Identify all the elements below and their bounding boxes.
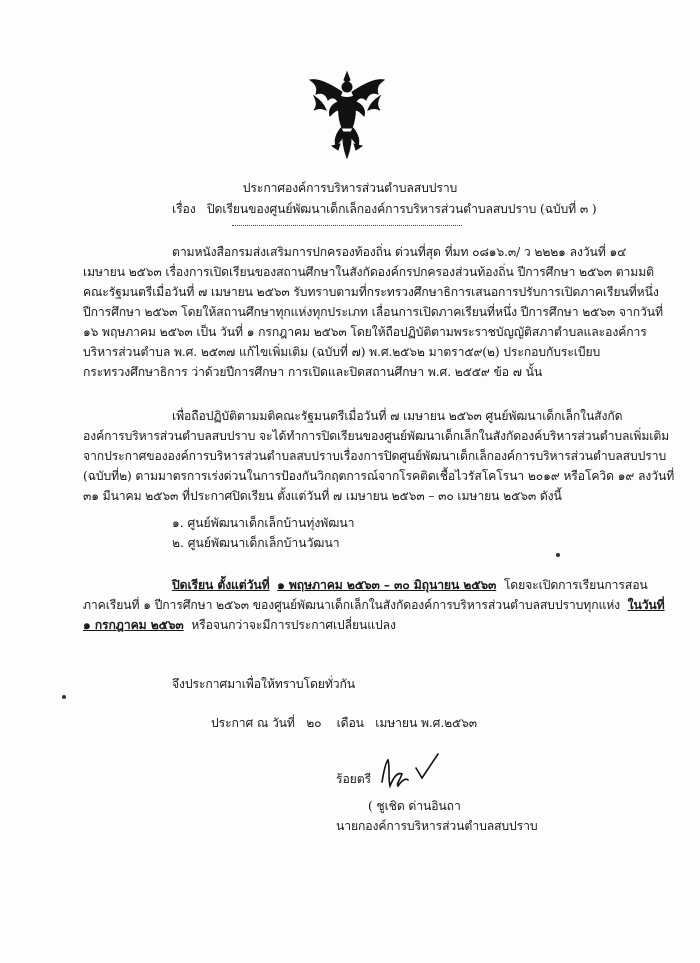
announced-month-year: เมษายน พ.ศ.๒๕๖๓ <box>375 716 478 730</box>
signatory-name: ( ชูเชิด ด่านอินถา <box>368 799 461 813</box>
paragraph2-line: ๓๑ มีนาคม ๒๕๖๓ ที่ประกาศปิดเรียน ตั้งแต่วันที่ ๗ เมษายน ๒๕๖๓ – ๓๐ เมษายน ๒๕๖๓ ดังนี้ <box>83 489 562 503</box>
paragraph2-line: (ฉบับที่๒) ตามมาตรการเร่งด่วนในการป้องกันวิกฤตการณ์จากโรคติดเชื้อไวรัสโคโรนา ๒๐๑๙ หรือโควิด ๑๙ ลงวันที่ <box>83 469 675 483</box>
reopen-date: ๑ กรกฎาคม ๒๕๖๓ <box>83 618 184 632</box>
paragraph1-line: ปีการศึกษา ๒๕๖๓ โดยให้สถานศึกษาทุกแห่งทุกประเภท เลื่อนการเปิดภาคเรียนที่หนึ่ง ปีการศึกษา ๒๕๖๓ จากวันที่ <box>83 305 663 319</box>
handwritten-signature <box>378 752 448 792</box>
reopen-date-rest: หรือจนกว่าจะมีการประกาศเปลี่ยนแปลง <box>191 618 396 632</box>
paragraph2-line: องค์การบริหารส่วนตำบลสบปราบ จะได้ทำการปิดเรียนของศูนย์พัฒนาเด็กเล็กในสังกัดองค์บริหารส่วนตำบลเพิ่มเติม <box>83 429 670 443</box>
scan-speck <box>556 553 560 557</box>
subject-label: เรื่อง <box>172 202 196 216</box>
paragraph2-line: จากประกาศขององค์การบริหารส่วนตำบลสบปราบเรื่องการปิดศูนย์พัฒนาเด็กเล็กองค์การบริหารส่วนตำบลสบปราบ <box>83 449 667 463</box>
closure-label: ปิดเรียน ตั้งแต่วันที่ <box>172 578 270 592</box>
month-label: เดือน <box>336 716 364 730</box>
closure-dates: ๑ พฤษภาคม ๒๕๖๓ – ๓๐ มิถุนายน ๒๕๖๓ <box>277 578 497 592</box>
signatory-title: นายกองค์การบริหารส่วนตำบลสบปราบ <box>336 819 538 833</box>
scan-speck <box>62 695 66 699</box>
header-separator <box>232 225 462 226</box>
signature-annotation: ร้อยตรี <box>336 772 371 786</box>
paragraph2-line: เพื่อถือปฏิบัติตามมติคณะรัฐมนตรีเมื่อวันที่ ๗ เมษายน ๒๕๖๓ ศูนย์พัฒนาเด็กเล็กในสังกัด <box>172 409 623 423</box>
closure-line <box>172 577 648 593</box>
closing-statement: จึงประกาศมาเพื่อให้ทราบโดยทั่วกัน <box>172 677 356 691</box>
subject-line <box>172 201 597 217</box>
paragraph1-line: เมษายน ๒๕๖๓ เรื่องการเปิดเรียนของสถานศึกษาในสังกัดองค์กรปกครองส่วนท้องถิ่น ปีการศึกษา ๒๕๖๓ ตามมติ <box>83 265 654 279</box>
paragraph1-line: ๑๖ พฤษภาคม ๒๕๖๓ เป็น วันที่ ๑ กรกฎาคม ๒๕๖๓ โดยให้ถือปฏิบัติตามพระราชบัญญัติสภาตำบลและองค์การ <box>83 325 647 339</box>
paragraph1-line: ตามหนังสือกรมส่งเสริมการปกครองท้องถิ่น ด่วนที่สุด ที่มท ๐๘๑๖.๓/ ว ๒๒๒๑ ลงวันที่ ๑๔ <box>172 245 627 259</box>
closure-rest: โดยจะเปิดการเรียนการสอน <box>503 578 648 592</box>
center-list-item: ๑. ศูนย์พัฒนาเด็กเล็กบ้านทุ่งพัฒนา <box>172 516 355 530</box>
center-list-item: ๒. ศูนย์พัฒนาเด็กเล็กบ้านวัฒนา <box>172 536 340 550</box>
reopen-line <box>83 597 665 613</box>
announced-day: ๒๐ <box>306 716 322 730</box>
announced-label: ประกาศ ณ วันที่ <box>211 716 295 730</box>
announcement-title: ประกาศองค์การบริหารส่วนตำบลสบปราบ <box>242 181 458 195</box>
reopen-text: ภาคเรียนที่ ๑ ปีการศึกษา ๒๕๖๓ ของศูนย์พัฒนาเด็กเล็กในสังกัดองค์การบริหารส่วนตำบลสบปราบทุกแห่ง <box>83 598 621 612</box>
paragraph1-line: บริหารส่วนตำบล พ.ศ. ๒๕๓๗ แก้ไขเพิ่มเติม (ฉบับที่ ๗) พ.ศ.๒๕๖๒ มาตรา๕๙(๒) ประกอบกับระเบียบ <box>83 345 601 359</box>
paragraph1-line: คณะรัฐมนตรีเมื่อวันที่ ๗ เมษายน ๒๕๖๓ รับทราบตามที่กระทรวงศึกษาธิการเสนอการปรับการเปิดภาคเรียนที่หนึ่ง <box>83 285 659 299</box>
subject-text: ปิดเรียนของศูนย์พัฒนาเด็กเล็กองค์การบริหารส่วนตำบลสบปราบ (ฉบับที่ ๓ ) <box>206 202 597 216</box>
reopen-date-line <box>83 617 396 633</box>
reopen-emph-label: ในวันที่ <box>627 598 665 612</box>
dated-line <box>211 715 477 731</box>
paragraph1-line: กระทรวงศึกษาธิการ ว่าด้วยปีการศึกษา การเปิดและปิดสถานศึกษา พ.ศ. ๒๕๕๙ ข้อ ๗ นั้น <box>83 365 543 379</box>
garuda-emblem-icon <box>308 70 386 160</box>
